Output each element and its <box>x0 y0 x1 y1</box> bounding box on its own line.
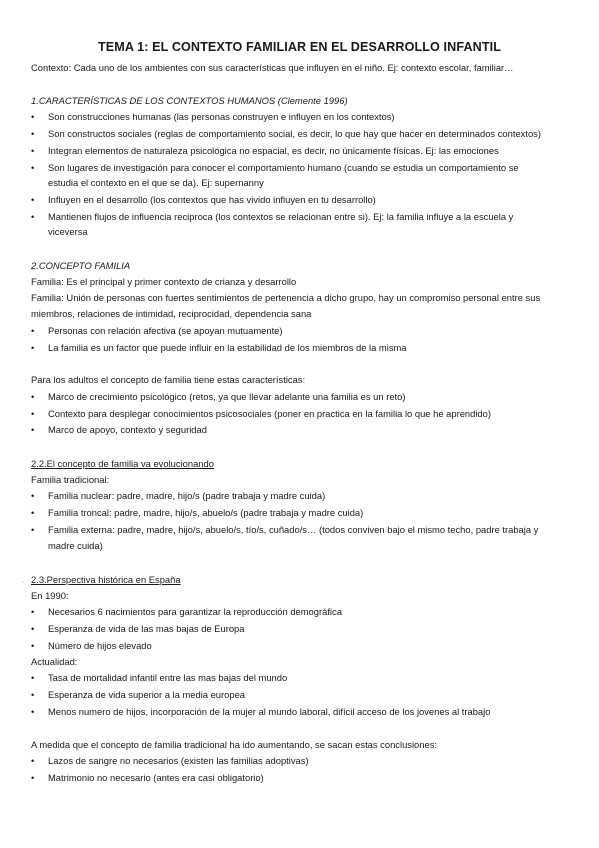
page-title: TEMA 1: EL CONTEXTO FAMILIAR EN EL DESARROLLO INFANTIL <box>97 40 502 54</box>
bullet-icon: • <box>31 672 35 683</box>
subheading: Actualidad: <box>31 656 78 667</box>
section2-heading: 2.CONCEPTO FAMILIA <box>31 260 131 271</box>
section23-heading: 2.3.Perspectiva histórica en España <box>31 574 181 585</box>
bullet-icon: • <box>31 706 35 717</box>
bullet-icon: • <box>31 755 35 766</box>
bullet-icon: • <box>31 606 35 617</box>
paragraph-line: Para los adultos el concepto de familia tiene estas características: <box>31 374 306 385</box>
intro-text: Contexto: Cada uno de los ambientes con sus características que influyen en el niño. Ej: contexto escolar, familiar… <box>31 62 514 73</box>
paragraph-line: Familia: Unión de personas con fuertes sentimientos de pertenencia a dicho grupo, hay un compromiso personal entre sus <box>31 292 541 303</box>
bullet-icon: • <box>31 111 35 122</box>
bullet-icon: • <box>31 772 35 783</box>
bullet-icon: • <box>31 162 35 173</box>
list-item-continuation: viceversa <box>48 226 88 237</box>
bullet-icon: • <box>31 145 35 156</box>
section1-heading: 1.CARACTERÍSTICAS DE LOS CONTEXTOS HUMANOS (Clemente 1996) <box>31 95 348 106</box>
bullet-icon: • <box>31 325 35 336</box>
margin-mark: · <box>22 579 25 586</box>
bullet-icon: • <box>31 408 35 419</box>
bullet-icon: • <box>31 424 35 435</box>
bullet-icon: • <box>31 640 35 651</box>
bullet-icon: • <box>31 211 35 222</box>
bullet-icon: • <box>31 507 35 518</box>
subheading: Familia tradicional: <box>31 474 110 485</box>
subheading: En 1990: <box>31 590 69 601</box>
bullet-icon: • <box>31 128 35 139</box>
bullet-icon: • <box>31 524 35 535</box>
section22-heading: 2.2.El concepto de familia va evolucionando <box>31 458 214 469</box>
document-page: TEMA 1: EL CONTEXTO FAMILIAR EN EL DESARROLLO INFANTIL Contexto: Cada uno de los ambientes con sus características que influyen en el niño. Ej: contexto escolar, familiar… 1.CARACTERÍSTICAS DE LOS CONTEXTOS HUMANOS (Clemente 1996) • Son construcciones humanas (las personas construyen e influyen en los contextos) • Son constructos sociales (reglas de comportamiento social, es decir, lo que hay que hacer en determinados contextos) • Integran elementos de naturaleza psicológica no espacial, es decir, no únicamente físicas. Ej: las emociones • Son lugares de investigación para conocer el comportamiento humano (cuando se estudia un comportamiento se estudia el contexto en el que se da). Ej: supernanny • Influyen en el desarrollo (los contextos que has vivido influyen en tu desarrollo) • Mantienen flujos de influencia reciproca (los contextos se relacionan entre si). Ej: la familia influye a la escuela y viceversa 2.CONCEPTO FAMILIA Familia: Es el principal y primer contexto de crianza y desarrollo Familia: Unión de personas con fuertes sentimientos de pertenencia a dicho grupo, hay un compromiso personal entre sus miembros, relaciones de intimidad, reciprocidad, dependencia sana • Personas con relación afectiva (se apoyan mutuamente) • La familia es un factor que puede influir en la estabilidad de los miembros de la misma Para los adultos el concepto de familia tiene estas características: • Marco de crecimiento psicológico (retos, ya que llevar adelante una familia es un reto) • Contexto para desplegar conocimientos psicosociales (poner en practica en la familia lo que he aprendido) • Marco de apoyo, contexto y seguridad 2.2.El concepto de familia va evolucionando Familia tradicional: • Familia nuclear: padre, madre, hijo/s (padre trabaja y madre cuida) • Familia troncal: padre, madre, hijo/s, abuelo/s (padre trabaja y madre cuida) • Familia externa: padre, madre, hijo/s, abuelo/s, tío/s, cuñado/s… (todos conviven bajo el mismo techo, padre trabaja y madre cuida) · 2.3.Perspectiva histórica en España En 1990: • Necesarios 6 nacimientos para garantizar la reproducción demográfica • Esperanza de vida de las mas bajas de Europa • Número de hijos elevado Actualidad: • Tasa de mortalidad infantil entre las mas bajas del mundo • Esperanza de vida superior a la media europea • Menos numero de hijos, incorporación de la mujer al mundo laboral, difícil acceso de los jovenes al trabajo A medida que el concepto de familia tradicional ha ido aumentando, se sacan estas conclusiones: • Lazos de sangre no necesarios (existen las familias adoptivas) • Matrimonio no necesario (antes era casi obligatorio) <box>0 0 599 848</box>
bullet-icon: • <box>31 391 35 402</box>
list-item-continuation: madre cuida) <box>48 540 103 551</box>
list-item-continuation: estudia el contexto en el que se da). Ej: supernanny <box>48 177 264 188</box>
paragraph-line: A medida que el concepto de familia tradicional ha ido aumentando, se sacan estas conclusiones: <box>31 739 437 750</box>
bullet-icon: • <box>31 689 35 700</box>
bullet-icon: • <box>31 490 35 501</box>
bullet-icon: • <box>31 194 35 205</box>
bullet-icon: • <box>31 342 35 353</box>
paragraph-line: Familia: Es el principal y primer contexto de crianza y desarrollo <box>31 276 297 287</box>
paragraph-line: miembros, relaciones de intimidad, reciprocidad, dependencia sana <box>31 308 312 319</box>
bullet-icon: • <box>31 623 35 634</box>
